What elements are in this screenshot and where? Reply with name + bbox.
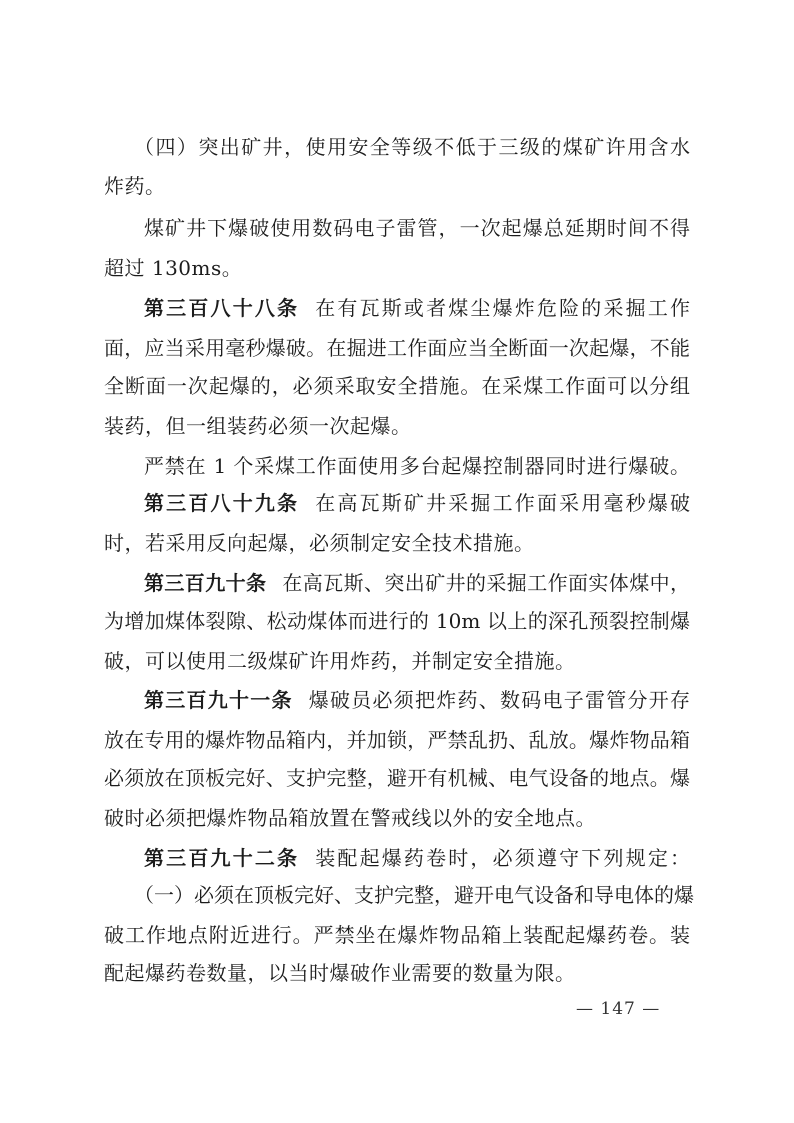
text-line: 装药，但一组装药必须一次起爆。	[104, 414, 412, 438]
text-line: 炸药。	[104, 174, 166, 198]
text-line: 放在专用的爆炸物品箱内，并加锁，严禁乱扔、乱放。爆炸物品箱	[104, 728, 690, 752]
article-line	[144, 685, 690, 715]
text-line: （一）必须在顶板完好、支护完整，避开电气设备和导电体的爆	[134, 883, 694, 907]
article-text: 在有瓦斯或者煤尘爆炸危险的采掘工作	[315, 296, 691, 320]
text-line: 面，应当采用毫秒爆破。在掘进工作面应当全断面一次起爆，不能	[104, 336, 690, 360]
article-text: 在高瓦斯、突出矿井的采掘工作面实体煤中，	[282, 571, 691, 595]
text-line: 超过 130ms。	[104, 256, 243, 280]
text-line: 破时必须把爆炸物品箱放置在警戒线以外的安全地点。	[104, 806, 596, 830]
article-number: 第三百九十条	[144, 571, 267, 595]
article-number: 第三百九十二条	[144, 846, 300, 870]
text-line: 全断面一次起爆的，必须采取安全措施。在采煤工作面可以分组	[104, 374, 690, 398]
article-line	[144, 843, 690, 873]
article-line	[144, 293, 690, 323]
text-line: 为增加煤体裂隙、松动煤体而进行的 10m 以上的深孔预裂控制爆	[104, 609, 690, 633]
text-line: 时，若采用反向起爆，必须制定安全技术措施。	[104, 531, 535, 555]
text-line: 严禁在 1 个采煤工作面使用多台起爆控制器同时进行爆破。	[144, 454, 690, 478]
article-line	[144, 488, 690, 518]
text-line: 配起爆药卷数量，以当时爆破作业需要的数量为限。	[104, 961, 576, 985]
article-number: 第三百九十一条	[144, 688, 293, 712]
text-line: 破工作地点附近进行。严禁坐在爆炸物品箱上装配起爆药卷。装	[104, 923, 690, 947]
text-line: 必须放在顶板完好、支护完整，避开有机械、电气设备的地点。爆	[104, 766, 690, 790]
article-text: 爆破员必须把炸药、数码电子雷管分开存	[308, 688, 690, 712]
text-line: （四）突出矿井，使用安全等级不低于三级的煤矿许用含水	[134, 135, 690, 159]
article-text: 装配起爆药卷时，必须遵守下列规定：	[315, 846, 691, 870]
article-line	[144, 568, 690, 598]
article-number: 第三百八十九条	[144, 491, 300, 515]
text-line: 破，可以使用二级煤矿许用炸药，并制定安全措施。	[104, 649, 576, 673]
text-line: 煤矿井下爆破使用数码电子雷管，一次起爆总延期时间不得	[144, 216, 690, 240]
page-number: — 147 —	[576, 999, 661, 1019]
article-number: 第三百八十八条	[144, 296, 300, 320]
article-text: 在高瓦斯矿井采掘工作面采用毫秒爆破	[315, 491, 691, 515]
